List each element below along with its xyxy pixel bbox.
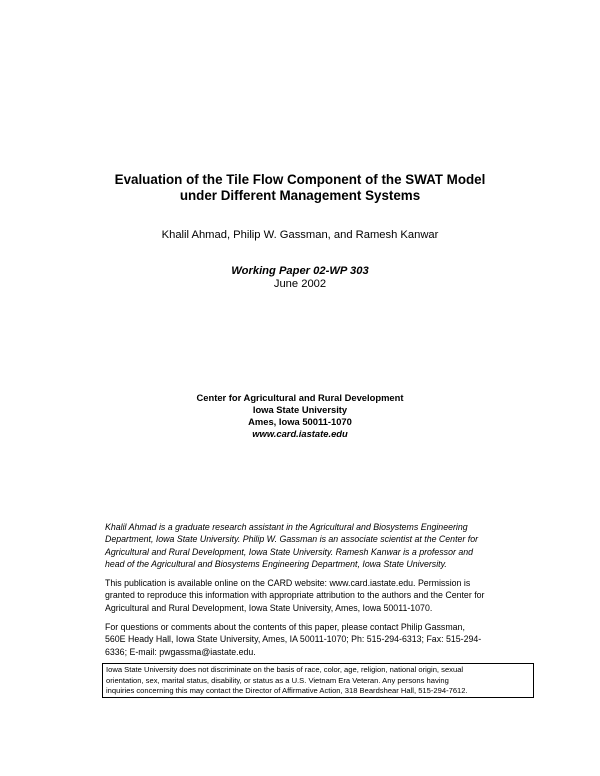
center-website: www.card.iastate.edu — [252, 428, 348, 439]
contact-statement — [105, 621, 535, 658]
availability-line: This publication is available online on the CARD website: www.card.iastate.edu. Permission is — [105, 578, 471, 588]
institution-block — [60, 392, 540, 440]
contact-line: For questions or comments about the contents of this paper, please contact Philip Gassman, — [105, 622, 465, 632]
bio-line: head of the Agricultural and Biosystems Engineering Department, Iowa State University. — [105, 559, 447, 570]
author-bios — [105, 521, 535, 571]
notice-line: Iowa State University does not discriminate on the basis of race, color, age, religion, national origin, sexual — [106, 665, 464, 674]
title-line-1: Evaluation of the Tile Flow Component of the SWAT Model — [114, 172, 486, 187]
paper-title — [60, 172, 540, 204]
center-name: Center for Agricultural and Rural Development — [196, 392, 404, 403]
bio-line: Agricultural and Rural Development, Iowa State University. Ramesh Kanwar is a professor and — [105, 546, 474, 557]
publication-date: June 2002 — [273, 278, 327, 290]
title-line-2: under Different Management Systems — [179, 188, 421, 203]
availability-line: Agricultural and Rural Development, Iowa State University, Ames, Iowa 50011-1070. — [105, 602, 433, 613]
bio-line: Khalil Ahmad is a graduate research assistant in the Agricultural and Biosystems Engineering — [105, 522, 468, 532]
authors: Khalil Ahmad, Philip W. Gassman, and Ramesh Kanwar — [161, 229, 439, 241]
availability-line: granted to reproduce this information with appropriate attribution to the authors and the Center for — [105, 590, 485, 601]
center-address: Ames, Iowa 50011-1070 — [248, 416, 352, 427]
nondiscrimination-notice — [102, 663, 534, 698]
contact-line: 560E Heady Hall, Iowa State University, Ames, IA 50011-1070; Ph: 515-294-6313; Fax: 515-294- — [105, 634, 482, 645]
bio-line: Department, Iowa State University. Philip W. Gassman is an associate scientist at the Center for — [105, 534, 479, 545]
working-paper-block — [60, 265, 540, 291]
working-paper-number: Working Paper 02-WP 303 — [231, 265, 369, 277]
university-name: Iowa State University — [252, 404, 348, 415]
availability-statement — [105, 577, 535, 614]
contact-line: 6336; E-mail: pwgassma@iastate.edu. — [105, 646, 256, 657]
notice-line: inquiries concerning this may contact the Director of Affirmative Action, 318 Beardshear Hall, 515-294-7612. — [106, 686, 468, 696]
notice-line: orientation, sex, marital status, disability, or status as a U.S. Vietnam Era Veteran. Any persons having — [106, 675, 449, 685]
